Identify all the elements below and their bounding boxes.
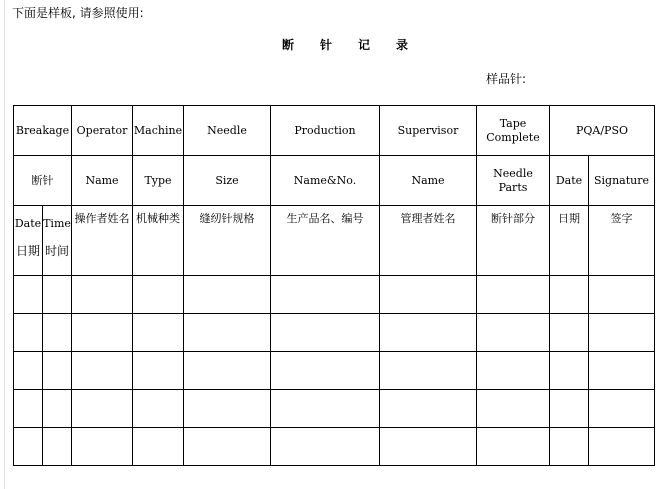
needle-size-header: Size xyxy=(184,156,271,206)
blank-cell[interactable] xyxy=(72,428,133,466)
pqa-date-header: Date xyxy=(550,156,589,206)
title-char: 断 xyxy=(281,38,294,52)
machine-header: Machine xyxy=(133,106,184,156)
blank-cell[interactable] xyxy=(184,352,271,390)
blank-cell[interactable] xyxy=(589,352,655,390)
blank-cell[interactable] xyxy=(550,390,589,428)
needle-cn-header: 缝纫针规格 xyxy=(184,206,271,276)
blank-cell[interactable] xyxy=(14,428,43,466)
time-label: Time xyxy=(43,216,71,230)
blank-cell[interactable] xyxy=(550,352,589,390)
blank-cell[interactable] xyxy=(43,428,72,466)
table-row xyxy=(14,428,655,466)
supervisor-name-header: Name xyxy=(380,156,477,206)
needle-parts-header xyxy=(477,156,550,206)
needle-header: Needle xyxy=(184,106,271,156)
blank-cell[interactable] xyxy=(72,314,133,352)
machine-cn-header: 机械种类 xyxy=(133,206,184,276)
blank-cell[interactable] xyxy=(271,314,380,352)
blank-cell[interactable] xyxy=(477,428,550,466)
blank-cell[interactable] xyxy=(477,352,550,390)
document-title xyxy=(0,36,672,53)
breakage-cn-header: 断针 xyxy=(14,156,72,206)
date-label: Date xyxy=(14,216,42,230)
needle-parts-line-1: Needle xyxy=(493,166,533,180)
blank-cell[interactable] xyxy=(550,314,589,352)
pqa-pso-header: PQA/PSO xyxy=(550,106,655,156)
blank-cell[interactable] xyxy=(477,390,550,428)
blank-cell[interactable] xyxy=(477,314,550,352)
blank-cell[interactable] xyxy=(589,276,655,314)
blank-cell[interactable] xyxy=(477,276,550,314)
header-row-1 xyxy=(14,106,655,156)
blank-cell[interactable] xyxy=(72,276,133,314)
blank-cell[interactable] xyxy=(14,390,43,428)
blank-cell[interactable] xyxy=(184,428,271,466)
time-header-cell xyxy=(43,206,72,276)
blank-cell[interactable] xyxy=(43,314,72,352)
operator-name-header: Name xyxy=(72,156,133,206)
blank-cell[interactable] xyxy=(184,390,271,428)
operator-cn-header: 操作者姓名 xyxy=(72,206,133,276)
blank-cell[interactable] xyxy=(14,276,43,314)
blank-cell[interactable] xyxy=(550,428,589,466)
title-char: 针 xyxy=(319,38,332,52)
needle-breakage-log-table xyxy=(13,105,655,466)
table-row xyxy=(14,352,655,390)
blank-cell[interactable] xyxy=(14,314,43,352)
date-header-cell xyxy=(14,206,43,276)
needle-parts-line-2: Parts xyxy=(498,180,528,194)
page-left-rule xyxy=(4,0,5,489)
blank-cell[interactable] xyxy=(72,352,133,390)
title-char: 记 xyxy=(358,38,371,52)
intro-text: 下面是样板, 请参照使用: xyxy=(12,6,144,20)
production-name-header: Name&No. xyxy=(271,156,380,206)
blank-cell[interactable] xyxy=(133,314,184,352)
blank-cell[interactable] xyxy=(43,352,72,390)
machine-type-header: Type xyxy=(133,156,184,206)
blank-cell[interactable] xyxy=(43,390,72,428)
blank-cell[interactable] xyxy=(133,390,184,428)
operator-header: Operator xyxy=(72,106,133,156)
supervisor-header: Supervisor xyxy=(380,106,477,156)
blank-cell[interactable] xyxy=(380,352,477,390)
header-row-3 xyxy=(14,206,655,276)
blank-cell[interactable] xyxy=(43,276,72,314)
pqa-signature-cn-header: 签字 xyxy=(589,206,655,276)
blank-cell[interactable] xyxy=(133,352,184,390)
blank-cell[interactable] xyxy=(184,276,271,314)
blank-cell[interactable] xyxy=(550,276,589,314)
blank-cell[interactable] xyxy=(133,276,184,314)
date-cn-label: 日期 xyxy=(15,243,40,258)
table-row xyxy=(14,314,655,352)
blank-cell[interactable] xyxy=(133,428,184,466)
blank-cell[interactable] xyxy=(380,390,477,428)
blank-cell[interactable] xyxy=(380,428,477,466)
blank-cell[interactable] xyxy=(589,428,655,466)
tape-label: Tape xyxy=(499,116,527,130)
complete-label: Complete xyxy=(486,130,540,144)
blank-cell[interactable] xyxy=(589,314,655,352)
blank-cell[interactable] xyxy=(380,276,477,314)
blank-cell[interactable] xyxy=(271,390,380,428)
blank-cell[interactable] xyxy=(14,352,43,390)
breakage-header: Breakage xyxy=(14,106,72,156)
table-row xyxy=(14,276,655,314)
time-cn-label: 时间 xyxy=(44,243,69,258)
blank-cell[interactable] xyxy=(271,352,380,390)
blank-cell[interactable] xyxy=(271,428,380,466)
blank-cell[interactable] xyxy=(380,314,477,352)
blank-cell[interactable] xyxy=(72,390,133,428)
sample-needle-label: 样品针: xyxy=(486,72,527,86)
production-header: Production xyxy=(271,106,380,156)
pqa-signature-header: Signature xyxy=(589,156,655,206)
table-row xyxy=(14,390,655,428)
pqa-date-cn-header: 日期 xyxy=(550,206,589,276)
blank-cell[interactable] xyxy=(184,314,271,352)
header-row-2 xyxy=(14,156,655,206)
supervisor-cn-header: 管理者姓名 xyxy=(380,206,477,276)
title-char: 录 xyxy=(396,38,409,52)
tape-complete-header xyxy=(477,106,550,156)
blank-cell[interactable] xyxy=(271,276,380,314)
production-cn-header: 生产品名、编号 xyxy=(271,206,380,276)
needle-parts-cn-header: 断针部分 xyxy=(477,206,550,276)
blank-cell[interactable] xyxy=(589,390,655,428)
